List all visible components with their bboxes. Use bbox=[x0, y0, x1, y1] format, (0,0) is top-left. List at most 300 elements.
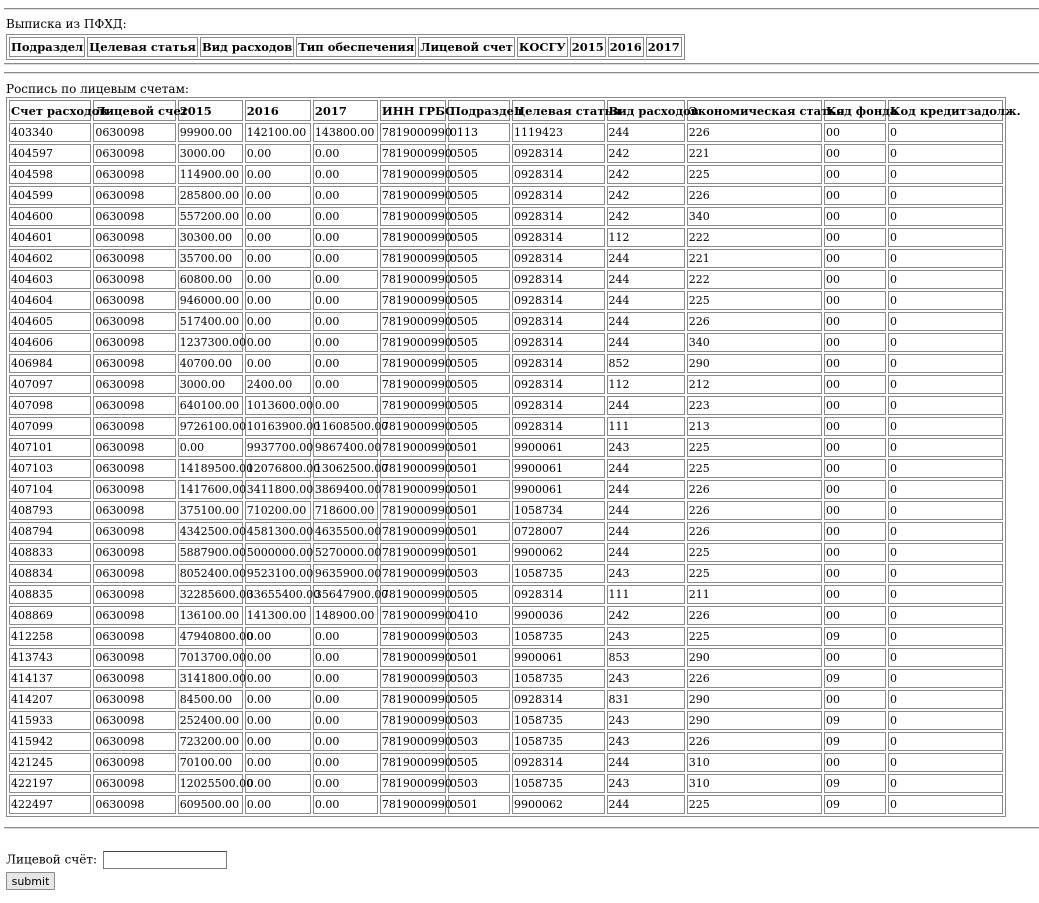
table-cell: 290 bbox=[687, 354, 822, 373]
table-cell: 10163900.00 bbox=[245, 417, 311, 436]
table-cell: 0.00 bbox=[313, 312, 378, 331]
table-cell: 244 bbox=[607, 543, 685, 562]
table-cell: 0.00 bbox=[313, 375, 378, 394]
table-cell: 0928314 bbox=[512, 312, 605, 331]
table-cell: 0630098 bbox=[93, 543, 175, 562]
table-row bbox=[9, 291, 1003, 310]
table-cell: 222 bbox=[687, 270, 822, 289]
table-cell: 12025500.00 bbox=[178, 774, 243, 793]
table-row bbox=[9, 333, 1003, 352]
table-cell: 0 bbox=[888, 417, 1003, 436]
table-cell: 4581300.00 bbox=[245, 522, 311, 541]
registry-header-cell: Вид расходов bbox=[607, 100, 685, 121]
table-cell: 0 bbox=[888, 690, 1003, 709]
table-cell: 0928314 bbox=[512, 207, 605, 226]
table-row bbox=[9, 123, 1003, 142]
table-cell: 0.00 bbox=[245, 795, 311, 814]
table-cell: 225 bbox=[687, 795, 822, 814]
table-cell: 404600 bbox=[9, 207, 91, 226]
table-cell: 0630098 bbox=[93, 753, 175, 772]
table-cell: 0505 bbox=[448, 186, 510, 205]
table-cell: 7819000990 bbox=[380, 438, 446, 457]
table-row bbox=[9, 732, 1003, 751]
table-cell: 0.00 bbox=[313, 333, 378, 352]
registry-caption: Роспись по лицевым счетам: bbox=[6, 82, 189, 96]
table-cell: 0505 bbox=[448, 585, 510, 604]
table-cell: 0505 bbox=[448, 228, 510, 247]
table-cell: 421245 bbox=[9, 753, 91, 772]
table-cell: 0.00 bbox=[245, 165, 311, 184]
table-cell: 212 bbox=[687, 375, 822, 394]
table-cell: 09 bbox=[824, 669, 886, 688]
table-cell: 9523100.00 bbox=[245, 564, 311, 583]
table-cell: 0630098 bbox=[93, 606, 175, 625]
table-cell: 0 bbox=[888, 228, 1003, 247]
table-cell: 0.00 bbox=[313, 144, 378, 163]
table-cell: 0501 bbox=[448, 480, 510, 499]
table-cell: 0630098 bbox=[93, 165, 175, 184]
table-cell: 831 bbox=[607, 690, 685, 709]
table-cell: 244 bbox=[607, 522, 685, 541]
table-cell: 9900036 bbox=[512, 606, 605, 625]
table-cell: 408794 bbox=[9, 522, 91, 541]
table-row bbox=[9, 207, 1003, 226]
table-cell: 244 bbox=[607, 291, 685, 310]
pfhd-header-cell: Вид расходов bbox=[200, 37, 294, 57]
table-cell: 244 bbox=[607, 396, 685, 415]
table-cell: 0630098 bbox=[93, 732, 175, 751]
table-row bbox=[9, 228, 1003, 247]
table-cell: 33655400.00 bbox=[245, 585, 311, 604]
table-cell: 0 bbox=[888, 795, 1003, 814]
table-cell: 0928314 bbox=[512, 165, 605, 184]
table-cell: 0.00 bbox=[313, 165, 378, 184]
table-cell: 0630098 bbox=[93, 711, 175, 730]
divider-bottom bbox=[4, 827, 1039, 829]
table-cell: 9900061 bbox=[512, 438, 605, 457]
table-cell: 7819000990 bbox=[380, 564, 446, 583]
table-cell: 0630098 bbox=[93, 501, 175, 520]
pfhd-table bbox=[6, 34, 685, 60]
table-cell: 0928314 bbox=[512, 270, 605, 289]
table-cell: 00 bbox=[824, 207, 886, 226]
table-cell: 0.00 bbox=[313, 249, 378, 268]
table-cell: 00 bbox=[824, 228, 886, 247]
table-cell: 7819000990 bbox=[380, 312, 446, 331]
table-cell: 0505 bbox=[448, 165, 510, 184]
table-cell: 0928314 bbox=[512, 354, 605, 373]
table-cell: 222 bbox=[687, 228, 822, 247]
table-cell: 09 bbox=[824, 774, 886, 793]
table-cell: 0630098 bbox=[93, 669, 175, 688]
table-cell: 00 bbox=[824, 375, 886, 394]
table-cell: 7819000990 bbox=[380, 186, 446, 205]
table-cell: 243 bbox=[607, 564, 685, 583]
table-cell: 0.00 bbox=[245, 669, 311, 688]
table-cell: 413743 bbox=[9, 648, 91, 667]
registry-header-cell: Лицевой счет bbox=[93, 100, 175, 121]
table-cell: 0 bbox=[888, 711, 1003, 730]
table-row bbox=[9, 165, 1003, 184]
table-cell: 226 bbox=[687, 606, 822, 625]
table-cell: 242 bbox=[607, 165, 685, 184]
table-row bbox=[9, 606, 1003, 625]
table-cell: 0630098 bbox=[93, 480, 175, 499]
table-cell: 226 bbox=[687, 732, 822, 751]
table-cell: 09 bbox=[824, 627, 886, 646]
table-cell: 0.00 bbox=[245, 249, 311, 268]
table-cell: 407099 bbox=[9, 417, 91, 436]
table-cell: 1119423 bbox=[512, 123, 605, 142]
table-cell: 00 bbox=[824, 585, 886, 604]
table-cell: 00 bbox=[824, 312, 886, 331]
table-cell: 7819000990 bbox=[380, 690, 446, 709]
table-cell: 84500.00 bbox=[178, 690, 243, 709]
table-cell: 404603 bbox=[9, 270, 91, 289]
table-cell: 404599 bbox=[9, 186, 91, 205]
table-cell: 0.00 bbox=[245, 732, 311, 751]
table-cell: 142100.00 bbox=[245, 123, 311, 142]
table-cell: 0 bbox=[888, 123, 1003, 142]
table-cell: 9900061 bbox=[512, 459, 605, 478]
table-cell: 0 bbox=[888, 165, 1003, 184]
pfhd-header-cell: КОСГУ bbox=[517, 37, 568, 57]
table-cell: 221 bbox=[687, 144, 822, 163]
table-cell: 0 bbox=[888, 438, 1003, 457]
table-cell: 0.00 bbox=[178, 438, 243, 457]
table-cell: 0.00 bbox=[245, 186, 311, 205]
table-cell: 223 bbox=[687, 396, 822, 415]
table-cell: 244 bbox=[607, 249, 685, 268]
table-cell: 1058735 bbox=[512, 564, 605, 583]
table-cell: 710200.00 bbox=[245, 501, 311, 520]
table-cell: 408834 bbox=[9, 564, 91, 583]
table-cell: 0928314 bbox=[512, 249, 605, 268]
table-cell: 4342500.00 bbox=[178, 522, 243, 541]
table-cell: 114900.00 bbox=[178, 165, 243, 184]
table-cell: 0 bbox=[888, 774, 1003, 793]
table-cell: 0 bbox=[888, 480, 1003, 499]
table-cell: 0501 bbox=[448, 438, 510, 457]
registry-header-cell: Подраздел bbox=[448, 100, 510, 121]
table-cell: 7819000990 bbox=[380, 522, 446, 541]
table-cell: 00 bbox=[824, 564, 886, 583]
registry-header-cell: Экономическая статья bbox=[687, 100, 822, 121]
table-cell: 225 bbox=[687, 543, 822, 562]
table-cell: 00 bbox=[824, 123, 886, 142]
table-cell: 7819000990 bbox=[380, 648, 446, 667]
table-cell: 243 bbox=[607, 627, 685, 646]
table-cell: 0 bbox=[888, 291, 1003, 310]
table-cell: 243 bbox=[607, 438, 685, 457]
table-cell: 723200.00 bbox=[178, 732, 243, 751]
table-cell: 30300.00 bbox=[178, 228, 243, 247]
table-cell: 226 bbox=[687, 123, 822, 142]
table-cell: 0928314 bbox=[512, 144, 605, 163]
table-cell: 0630098 bbox=[93, 228, 175, 247]
table-cell: 00 bbox=[824, 753, 886, 772]
table-cell: 0410 bbox=[448, 606, 510, 625]
registry-header-cell: Целевая статья bbox=[512, 100, 605, 121]
table-cell: 00 bbox=[824, 249, 886, 268]
table-cell: 0505 bbox=[448, 270, 510, 289]
table-cell: 11608500.00 bbox=[313, 417, 378, 436]
account-input[interactable] bbox=[103, 851, 227, 869]
table-cell: 415933 bbox=[9, 711, 91, 730]
table-cell: 0 bbox=[888, 564, 1003, 583]
table-cell: 225 bbox=[687, 291, 822, 310]
table-cell: 00 bbox=[824, 459, 886, 478]
table-cell: 404598 bbox=[9, 165, 91, 184]
table-cell: 244 bbox=[607, 753, 685, 772]
table-cell: 1417600.00 bbox=[178, 480, 243, 499]
table-cell: 7819000990 bbox=[380, 711, 446, 730]
table-cell: 0.00 bbox=[313, 774, 378, 793]
table-cell: 00 bbox=[824, 501, 886, 520]
table-cell: 40700.00 bbox=[178, 354, 243, 373]
table-row bbox=[9, 669, 1003, 688]
table-cell: 7819000990 bbox=[380, 732, 446, 751]
table-cell: 0505 bbox=[448, 144, 510, 163]
table-cell: 0 bbox=[888, 648, 1003, 667]
table-cell: 0.00 bbox=[313, 648, 378, 667]
table-cell: 136100.00 bbox=[178, 606, 243, 625]
table-cell: 00 bbox=[824, 480, 886, 499]
table-cell: 00 bbox=[824, 333, 886, 352]
table-cell: 0.00 bbox=[313, 291, 378, 310]
table-cell: 244 bbox=[607, 123, 685, 142]
table-cell: 242 bbox=[607, 207, 685, 226]
table-cell: 226 bbox=[687, 501, 822, 520]
table-cell: 14189500.00 bbox=[178, 459, 243, 478]
table-cell: 0630098 bbox=[93, 291, 175, 310]
table-cell: 0.00 bbox=[313, 732, 378, 751]
pfhd-header-cell: Лицевой счет bbox=[418, 37, 515, 57]
submit-button[interactable]: submit bbox=[6, 872, 55, 890]
table-cell: 0630098 bbox=[93, 270, 175, 289]
table-cell: 408793 bbox=[9, 501, 91, 520]
pfhd-header-cell: 2015 bbox=[570, 37, 606, 57]
table-cell: 0.00 bbox=[313, 753, 378, 772]
table-cell: 404606 bbox=[9, 333, 91, 352]
table-cell: 1058735 bbox=[512, 669, 605, 688]
table-cell: 0 bbox=[888, 396, 1003, 415]
table-cell: 7819000990 bbox=[380, 501, 446, 520]
table-cell: 0.00 bbox=[245, 690, 311, 709]
table-cell: 0630098 bbox=[93, 795, 175, 814]
table-cell: 0 bbox=[888, 732, 1003, 751]
table-cell: 0501 bbox=[448, 501, 510, 520]
table-cell: 310 bbox=[687, 753, 822, 772]
table-cell: 404605 bbox=[9, 312, 91, 331]
table-cell: 557200.00 bbox=[178, 207, 243, 226]
table-cell: 3000.00 bbox=[178, 144, 243, 163]
registry-header-cell: Код кредитзадолж. bbox=[888, 100, 1003, 121]
table-cell: 0 bbox=[888, 333, 1003, 352]
table-row bbox=[9, 396, 1003, 415]
table-cell: 0505 bbox=[448, 417, 510, 436]
table-cell: 226 bbox=[687, 522, 822, 541]
table-cell: 9900061 bbox=[512, 480, 605, 499]
table-cell: 0928314 bbox=[512, 396, 605, 415]
table-cell: 60800.00 bbox=[178, 270, 243, 289]
table-cell: 404602 bbox=[9, 249, 91, 268]
table-cell: 0.00 bbox=[245, 354, 311, 373]
table-cell: 0.00 bbox=[245, 270, 311, 289]
registry-header-cell: 2017 bbox=[313, 100, 378, 121]
table-cell: 0503 bbox=[448, 627, 510, 646]
table-row bbox=[9, 501, 1003, 520]
table-cell: 7819000990 bbox=[380, 249, 446, 268]
table-cell: 00 bbox=[824, 144, 886, 163]
table-cell: 0630098 bbox=[93, 438, 175, 457]
table-cell: 853 bbox=[607, 648, 685, 667]
table-cell: 7819000990 bbox=[380, 270, 446, 289]
table-row bbox=[9, 753, 1003, 772]
table-cell: 3141800.00 bbox=[178, 669, 243, 688]
table-cell: 0.00 bbox=[313, 354, 378, 373]
table-cell: 285800.00 bbox=[178, 186, 243, 205]
table-cell: 407104 bbox=[9, 480, 91, 499]
registry-table bbox=[6, 97, 1021, 817]
table-cell: 375100.00 bbox=[178, 501, 243, 520]
table-cell: 0 bbox=[888, 543, 1003, 562]
table-cell: 225 bbox=[687, 564, 822, 583]
table-cell: 242 bbox=[607, 144, 685, 163]
table-cell: 0.00 bbox=[313, 711, 378, 730]
table-cell: 3411800.00 bbox=[245, 480, 311, 499]
table-cell: 225 bbox=[687, 627, 822, 646]
table-cell: 310 bbox=[687, 774, 822, 793]
table-cell: 0501 bbox=[448, 543, 510, 562]
table-cell: 7819000990 bbox=[380, 627, 446, 646]
table-cell: 213 bbox=[687, 417, 822, 436]
table-cell: 0630098 bbox=[93, 249, 175, 268]
table-cell: 0.00 bbox=[313, 690, 378, 709]
table-cell: 225 bbox=[687, 438, 822, 457]
table-cell: 412258 bbox=[9, 627, 91, 646]
table-cell: 0 bbox=[888, 669, 1003, 688]
table-cell: 414137 bbox=[9, 669, 91, 688]
table-cell: 0630098 bbox=[93, 690, 175, 709]
table-cell: 0630098 bbox=[93, 144, 175, 163]
table-cell: 403340 bbox=[9, 123, 91, 142]
pfhd-header-cell: 2017 bbox=[646, 37, 682, 57]
table-cell: 0501 bbox=[448, 522, 510, 541]
table-cell: 244 bbox=[607, 795, 685, 814]
table-cell: 0503 bbox=[448, 711, 510, 730]
table-row bbox=[9, 648, 1003, 667]
table-cell: 0.00 bbox=[245, 291, 311, 310]
table-cell: 0.00 bbox=[245, 627, 311, 646]
table-cell: 112 bbox=[607, 228, 685, 247]
table-cell: 0.00 bbox=[313, 207, 378, 226]
table-cell: 00 bbox=[824, 165, 886, 184]
table-cell: 7819000990 bbox=[380, 606, 446, 625]
table-cell: 221 bbox=[687, 249, 822, 268]
table-cell: 422197 bbox=[9, 774, 91, 793]
table-cell: 0.00 bbox=[245, 312, 311, 331]
table-cell: 7819000990 bbox=[380, 123, 446, 142]
table-cell: 0113 bbox=[448, 123, 510, 142]
table-cell: 226 bbox=[687, 480, 822, 499]
table-cell: 226 bbox=[687, 186, 822, 205]
pfhd-caption: Выписка из ПФХД: bbox=[6, 17, 127, 31]
table-cell: 415942 bbox=[9, 732, 91, 751]
table-cell: 7819000990 bbox=[380, 585, 446, 604]
table-cell: 244 bbox=[607, 333, 685, 352]
table-cell: 148900.00 bbox=[313, 606, 378, 625]
table-cell: 0728007 bbox=[512, 522, 605, 541]
table-cell: 404604 bbox=[9, 291, 91, 310]
table-cell: 0.00 bbox=[245, 333, 311, 352]
table-cell: 09 bbox=[824, 732, 886, 751]
table-cell: 1058735 bbox=[512, 711, 605, 730]
table-row bbox=[9, 627, 1003, 646]
table-cell: 407103 bbox=[9, 459, 91, 478]
table-cell: 0928314 bbox=[512, 753, 605, 772]
table-cell: 00 bbox=[824, 606, 886, 625]
table-cell: 0630098 bbox=[93, 564, 175, 583]
table-cell: 243 bbox=[607, 774, 685, 793]
table-cell: 0505 bbox=[448, 690, 510, 709]
table-cell: 9635900.00 bbox=[313, 564, 378, 583]
table-cell: 00 bbox=[824, 354, 886, 373]
table-cell: 00 bbox=[824, 648, 886, 667]
table-cell: 0 bbox=[888, 753, 1003, 772]
table-cell: 408833 bbox=[9, 543, 91, 562]
table-cell: 407097 bbox=[9, 375, 91, 394]
table-cell: 111 bbox=[607, 417, 685, 436]
table-cell: 7819000990 bbox=[380, 165, 446, 184]
table-row bbox=[9, 522, 1003, 541]
table-cell: 0928314 bbox=[512, 690, 605, 709]
table-cell: 13062500.00 bbox=[313, 459, 378, 478]
table-cell: 244 bbox=[607, 480, 685, 499]
table-cell: 640100.00 bbox=[178, 396, 243, 415]
registry-header-row bbox=[9, 100, 1003, 121]
table-cell: 112 bbox=[607, 375, 685, 394]
table-cell: 0.00 bbox=[313, 627, 378, 646]
table-cell: 243 bbox=[607, 711, 685, 730]
table-cell: 1013600.00 bbox=[245, 396, 311, 415]
table-cell: 5887900.00 bbox=[178, 543, 243, 562]
table-cell: 0.00 bbox=[313, 795, 378, 814]
table-cell: 0.00 bbox=[245, 207, 311, 226]
table-cell: 00 bbox=[824, 543, 886, 562]
table-cell: 0.00 bbox=[245, 711, 311, 730]
table-row bbox=[9, 417, 1003, 436]
table-row bbox=[9, 438, 1003, 457]
table-row bbox=[9, 480, 1003, 499]
table-row bbox=[9, 186, 1003, 205]
table-row bbox=[9, 459, 1003, 478]
table-cell: 0 bbox=[888, 585, 1003, 604]
table-cell: 0 bbox=[888, 501, 1003, 520]
table-cell: 7819000990 bbox=[380, 459, 446, 478]
table-cell: 35647900.00 bbox=[313, 585, 378, 604]
table-cell: 2400.00 bbox=[245, 375, 311, 394]
table-cell: 0630098 bbox=[93, 207, 175, 226]
table-cell: 7819000990 bbox=[380, 333, 446, 352]
table-cell: 0630098 bbox=[93, 123, 175, 142]
table-cell: 609500.00 bbox=[178, 795, 243, 814]
table-cell: 7819000990 bbox=[380, 795, 446, 814]
table-cell: 00 bbox=[824, 396, 886, 415]
table-cell: 0630098 bbox=[93, 459, 175, 478]
table-cell: 7819000990 bbox=[380, 375, 446, 394]
table-cell: 0503 bbox=[448, 732, 510, 751]
